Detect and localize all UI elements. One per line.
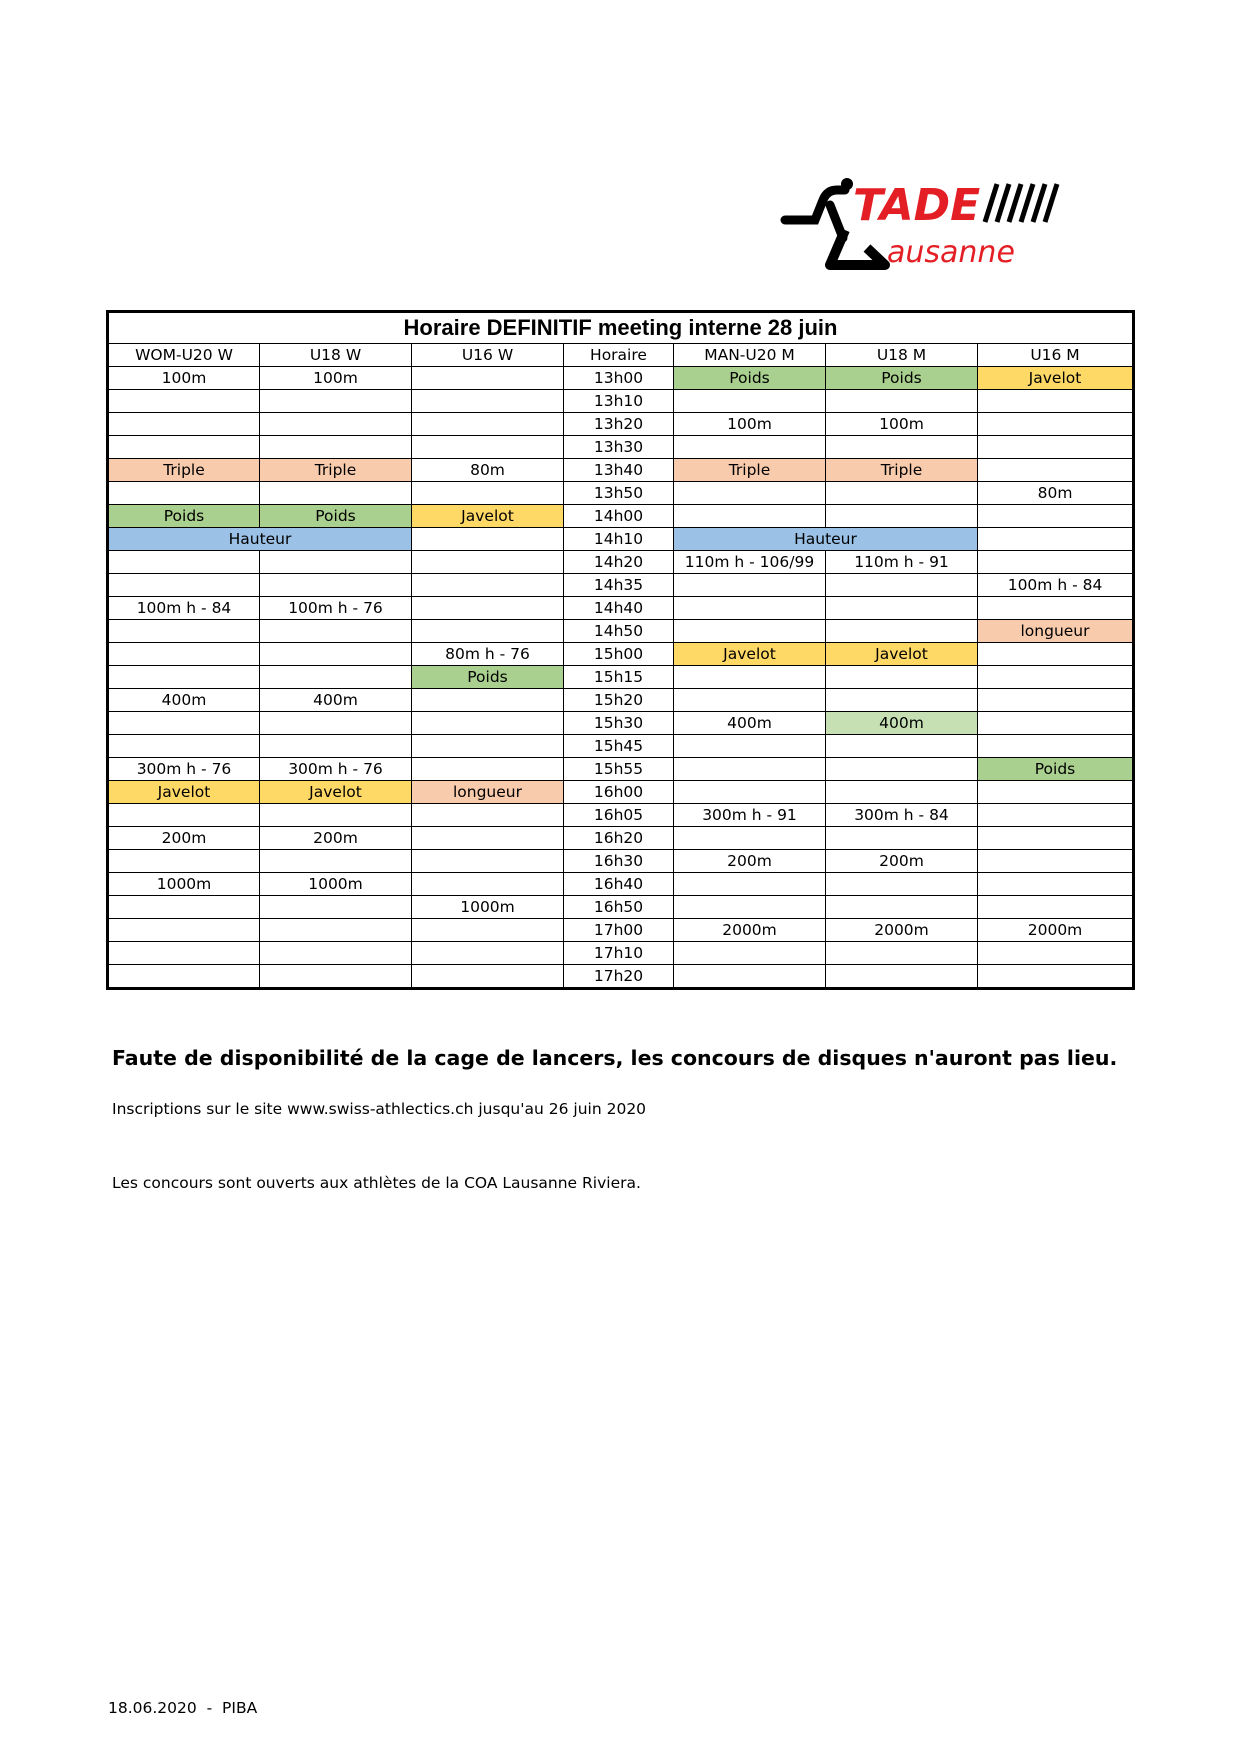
event-cell: 110m h - 91 bbox=[826, 551, 978, 574]
event-cell bbox=[260, 965, 412, 989]
event-cell: Javelot bbox=[674, 643, 826, 666]
event-cell bbox=[978, 505, 1134, 528]
event-cell bbox=[978, 436, 1134, 459]
table-row bbox=[108, 712, 1134, 735]
table-row bbox=[108, 390, 1134, 413]
time-cell: 13h00 bbox=[564, 367, 674, 390]
event-cell bbox=[260, 942, 412, 965]
event-cell bbox=[260, 804, 412, 827]
event-cell bbox=[260, 574, 412, 597]
event-cell bbox=[108, 942, 260, 965]
event-cell: Javelot bbox=[260, 781, 412, 804]
event-cell: 200m bbox=[108, 827, 260, 850]
event-cell bbox=[674, 390, 826, 413]
event-cell bbox=[674, 735, 826, 758]
event-cell bbox=[108, 436, 260, 459]
table-row bbox=[108, 942, 1134, 965]
column-header: U18 W bbox=[260, 344, 412, 367]
event-cell bbox=[674, 965, 826, 989]
event-cell: Triple bbox=[826, 459, 978, 482]
event-cell bbox=[412, 528, 564, 551]
event-cell bbox=[826, 827, 978, 850]
event-cell bbox=[826, 781, 978, 804]
event-cell: 300m h - 76 bbox=[108, 758, 260, 781]
event-cell bbox=[826, 620, 978, 643]
time-cell: 17h00 bbox=[564, 919, 674, 942]
event-cell bbox=[978, 942, 1134, 965]
event-cell bbox=[260, 436, 412, 459]
table-row bbox=[108, 643, 1134, 666]
event-cell: 300m h - 76 bbox=[260, 758, 412, 781]
event-cell: 400m bbox=[674, 712, 826, 735]
event-cell bbox=[108, 643, 260, 666]
table-row bbox=[108, 574, 1134, 597]
table-row bbox=[108, 482, 1134, 505]
footer-date-author: 18.06.2020 - PIBA bbox=[108, 1699, 258, 1717]
table-row bbox=[108, 873, 1134, 896]
event-cell bbox=[260, 666, 412, 689]
event-cell: Hauteur bbox=[674, 528, 978, 551]
event-cell bbox=[674, 620, 826, 643]
event-cell bbox=[412, 965, 564, 989]
event-cell: 200m bbox=[260, 827, 412, 850]
table-row bbox=[108, 551, 1134, 574]
event-cell bbox=[674, 597, 826, 620]
event-cell bbox=[978, 643, 1134, 666]
event-cell bbox=[260, 735, 412, 758]
event-cell bbox=[674, 436, 826, 459]
time-cell: 15h45 bbox=[564, 735, 674, 758]
event-cell bbox=[412, 919, 564, 942]
event-cell: 400m bbox=[108, 689, 260, 712]
event-cell bbox=[108, 574, 260, 597]
event-cell bbox=[674, 574, 826, 597]
event-cell: 2000m bbox=[978, 919, 1134, 942]
time-cell: 16h40 bbox=[564, 873, 674, 896]
event-cell bbox=[108, 735, 260, 758]
table-row bbox=[108, 528, 1134, 551]
event-cell bbox=[978, 551, 1134, 574]
table-row bbox=[108, 666, 1134, 689]
event-cell: Javelot bbox=[412, 505, 564, 528]
event-cell: Triple bbox=[108, 459, 260, 482]
event-cell bbox=[108, 482, 260, 505]
table-row bbox=[108, 620, 1134, 643]
event-cell bbox=[108, 620, 260, 643]
event-cell: Triple bbox=[260, 459, 412, 482]
event-cell: Poids bbox=[978, 758, 1134, 781]
event-cell bbox=[108, 413, 260, 436]
time-cell: 13h40 bbox=[564, 459, 674, 482]
event-cell bbox=[108, 896, 260, 919]
event-cell bbox=[412, 873, 564, 896]
event-cell bbox=[674, 689, 826, 712]
event-cell: Poids bbox=[674, 367, 826, 390]
table-row bbox=[108, 413, 1134, 436]
event-cell bbox=[978, 413, 1134, 436]
event-cell bbox=[260, 482, 412, 505]
time-cell: 16h20 bbox=[564, 827, 674, 850]
table-row bbox=[108, 781, 1134, 804]
event-cell bbox=[826, 942, 978, 965]
stade-lausanne-logo bbox=[775, 170, 1075, 290]
event-cell bbox=[978, 850, 1134, 873]
event-cell: 1000m bbox=[108, 873, 260, 896]
time-cell: 17h20 bbox=[564, 965, 674, 989]
event-cell: Hauteur bbox=[108, 528, 412, 551]
time-cell: 15h20 bbox=[564, 689, 674, 712]
event-cell: 110m h - 106/99 bbox=[674, 551, 826, 574]
discus-cancelled-notice: Faute de disponibilité de la cage de lancers, les concours de disques n'auront pas lieu. bbox=[112, 1046, 1118, 1070]
event-cell bbox=[412, 735, 564, 758]
event-cell: 100m h - 84 bbox=[108, 597, 260, 620]
event-cell bbox=[826, 735, 978, 758]
event-cell: Javelot bbox=[826, 643, 978, 666]
event-cell bbox=[978, 735, 1134, 758]
table-header-row bbox=[108, 344, 1134, 367]
event-cell: 80m h - 76 bbox=[412, 643, 564, 666]
event-cell bbox=[978, 390, 1134, 413]
table-row bbox=[108, 965, 1134, 989]
time-cell: 14h00 bbox=[564, 505, 674, 528]
event-cell: Triple bbox=[674, 459, 826, 482]
event-cell bbox=[260, 896, 412, 919]
event-cell bbox=[260, 413, 412, 436]
time-cell: 13h20 bbox=[564, 413, 674, 436]
event-cell: 400m bbox=[260, 689, 412, 712]
event-cell: 100m bbox=[674, 413, 826, 436]
time-cell: 15h30 bbox=[564, 712, 674, 735]
event-cell bbox=[826, 689, 978, 712]
event-cell: Javelot bbox=[978, 367, 1134, 390]
event-cell bbox=[412, 574, 564, 597]
table-row bbox=[108, 597, 1134, 620]
event-cell bbox=[826, 436, 978, 459]
event-cell bbox=[978, 827, 1134, 850]
column-header: U18 M bbox=[826, 344, 978, 367]
event-cell: 100m h - 76 bbox=[260, 597, 412, 620]
event-cell bbox=[260, 712, 412, 735]
table-row bbox=[108, 827, 1134, 850]
event-cell bbox=[412, 850, 564, 873]
event-cell bbox=[674, 896, 826, 919]
time-cell: 16h00 bbox=[564, 781, 674, 804]
event-cell bbox=[108, 551, 260, 574]
event-cell: 1000m bbox=[412, 896, 564, 919]
time-cell: 13h10 bbox=[564, 390, 674, 413]
event-cell bbox=[260, 850, 412, 873]
event-cell: 200m bbox=[826, 850, 978, 873]
event-cell: 300m h - 91 bbox=[674, 804, 826, 827]
event-cell bbox=[412, 689, 564, 712]
table-row bbox=[108, 758, 1134, 781]
event-cell bbox=[826, 505, 978, 528]
event-cell bbox=[826, 758, 978, 781]
table-row bbox=[108, 436, 1134, 459]
event-cell: 2000m bbox=[674, 919, 826, 942]
event-cell bbox=[412, 597, 564, 620]
event-cell bbox=[826, 597, 978, 620]
event-cell bbox=[260, 919, 412, 942]
table-row bbox=[108, 735, 1134, 758]
event-cell bbox=[260, 551, 412, 574]
event-cell bbox=[108, 712, 260, 735]
event-cell bbox=[674, 666, 826, 689]
time-cell: 16h05 bbox=[564, 804, 674, 827]
time-cell: 14h35 bbox=[564, 574, 674, 597]
column-header: U16 M bbox=[978, 344, 1134, 367]
event-cell bbox=[674, 942, 826, 965]
registration-note: Inscriptions sur le site www.swiss-athlectics.ch jusqu'au 26 juin 2020 bbox=[112, 1100, 647, 1118]
event-cell bbox=[674, 873, 826, 896]
table-title: Horaire DEFINITIF meeting interne 28 juin bbox=[108, 312, 1134, 344]
logo-word: TADE bbox=[853, 180, 981, 231]
event-cell bbox=[826, 873, 978, 896]
event-cell bbox=[826, 965, 978, 989]
table-row bbox=[108, 505, 1134, 528]
event-cell bbox=[978, 873, 1134, 896]
event-cell bbox=[412, 367, 564, 390]
table-title-row bbox=[108, 312, 1134, 344]
time-cell: 16h30 bbox=[564, 850, 674, 873]
event-cell bbox=[674, 758, 826, 781]
table-row bbox=[108, 367, 1134, 390]
time-cell: 15h15 bbox=[564, 666, 674, 689]
time-cell: 17h10 bbox=[564, 942, 674, 965]
event-cell bbox=[412, 758, 564, 781]
event-cell bbox=[412, 942, 564, 965]
event-cell: 80m bbox=[978, 482, 1134, 505]
event-cell bbox=[260, 390, 412, 413]
event-cell bbox=[978, 896, 1134, 919]
time-cell: 14h20 bbox=[564, 551, 674, 574]
schedule-table bbox=[106, 310, 1135, 990]
event-cell bbox=[412, 804, 564, 827]
event-cell bbox=[412, 482, 564, 505]
event-cell bbox=[260, 620, 412, 643]
event-cell bbox=[260, 643, 412, 666]
event-cell bbox=[412, 551, 564, 574]
event-cell bbox=[412, 436, 564, 459]
event-cell: Poids bbox=[260, 505, 412, 528]
event-cell bbox=[978, 689, 1134, 712]
time-cell: 13h30 bbox=[564, 436, 674, 459]
event-cell bbox=[978, 804, 1134, 827]
event-cell bbox=[826, 482, 978, 505]
event-cell: 2000m bbox=[826, 919, 978, 942]
time-cell: 13h50 bbox=[564, 482, 674, 505]
event-cell: 400m bbox=[826, 712, 978, 735]
event-cell bbox=[108, 804, 260, 827]
event-cell: Poids bbox=[412, 666, 564, 689]
event-cell: 100m bbox=[108, 367, 260, 390]
event-cell bbox=[108, 390, 260, 413]
time-cell: 14h50 bbox=[564, 620, 674, 643]
event-cell: longueur bbox=[412, 781, 564, 804]
event-cell: Javelot bbox=[108, 781, 260, 804]
event-cell bbox=[108, 919, 260, 942]
event-cell bbox=[108, 965, 260, 989]
event-cell bbox=[108, 666, 260, 689]
event-cell: 100m bbox=[826, 413, 978, 436]
event-cell bbox=[978, 712, 1134, 735]
event-cell bbox=[826, 666, 978, 689]
time-cell: 14h40 bbox=[564, 597, 674, 620]
event-cell: 14h10 bbox=[564, 528, 674, 551]
event-cell bbox=[674, 482, 826, 505]
event-cell bbox=[674, 827, 826, 850]
event-cell bbox=[978, 965, 1134, 989]
event-cell bbox=[978, 459, 1134, 482]
event-cell: 300m h - 84 bbox=[826, 804, 978, 827]
event-cell bbox=[674, 505, 826, 528]
event-cell bbox=[412, 620, 564, 643]
event-cell bbox=[412, 413, 564, 436]
time-cell: 15h00 bbox=[564, 643, 674, 666]
event-cell bbox=[978, 528, 1134, 551]
column-header: MAN-U20 M bbox=[674, 344, 826, 367]
event-cell bbox=[978, 781, 1134, 804]
logo-subword: ausanne bbox=[887, 235, 1015, 270]
event-cell bbox=[978, 597, 1134, 620]
event-cell bbox=[412, 712, 564, 735]
event-cell bbox=[674, 781, 826, 804]
table-row bbox=[108, 850, 1134, 873]
event-cell: 100m bbox=[260, 367, 412, 390]
table-row bbox=[108, 689, 1134, 712]
column-header: Horaire bbox=[564, 344, 674, 367]
event-cell: 200m bbox=[674, 850, 826, 873]
table-row bbox=[108, 459, 1134, 482]
event-cell: 1000m bbox=[260, 873, 412, 896]
column-header: U16 W bbox=[412, 344, 564, 367]
eligibility-note: Les concours sont ouverts aux athlètes de la COA Lausanne Riviera. bbox=[112, 1174, 641, 1192]
event-cell bbox=[826, 390, 978, 413]
event-cell bbox=[412, 390, 564, 413]
event-cell: 100m h - 84 bbox=[978, 574, 1134, 597]
event-cell: Poids bbox=[826, 367, 978, 390]
event-cell bbox=[978, 666, 1134, 689]
table-row bbox=[108, 919, 1134, 942]
event-cell: Poids bbox=[108, 505, 260, 528]
table-row bbox=[108, 896, 1134, 919]
event-cell bbox=[108, 850, 260, 873]
event-cell: longueur bbox=[978, 620, 1134, 643]
column-header: WOM-U20 W bbox=[108, 344, 260, 367]
event-cell bbox=[826, 574, 978, 597]
event-cell bbox=[826, 896, 978, 919]
event-cell bbox=[412, 827, 564, 850]
time-cell: 16h50 bbox=[564, 896, 674, 919]
time-cell: 15h55 bbox=[564, 758, 674, 781]
table-row bbox=[108, 804, 1134, 827]
event-cell: 80m bbox=[412, 459, 564, 482]
